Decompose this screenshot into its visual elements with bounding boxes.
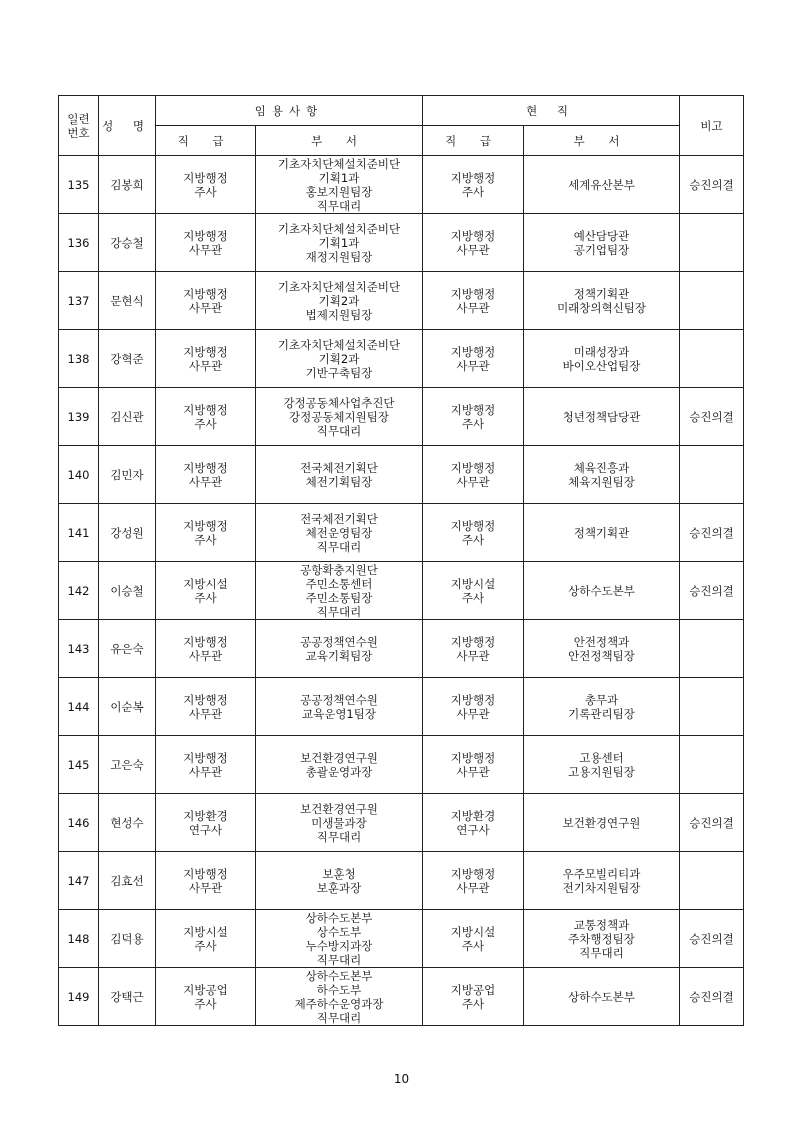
current-department-cell: 정책기획관 미래창의혁신팀장: [524, 272, 680, 330]
person-name-cell: 유은숙: [99, 620, 156, 678]
header-remarks: 비고: [680, 96, 744, 156]
appointed-grade-cell: 지방행정 사무관: [156, 214, 256, 272]
table-row: [59, 446, 744, 504]
current-grade-cell: 지방행정 사무관: [423, 736, 524, 794]
current-department-cell: 체육진흥과 체육지원팀장: [524, 446, 680, 504]
appointed-grade-cell: 지방행정 사무관: [156, 678, 256, 736]
table-row: [59, 388, 744, 446]
current-department-cell: 청년정책담당관: [524, 388, 680, 446]
appointed-department-cell: 보훈청 보훈과장: [256, 852, 423, 910]
current-grade-cell: 지방시설 주사: [423, 910, 524, 968]
serial-number-cell: 141: [59, 504, 99, 562]
current-grade-cell: 지방행정 사무관: [423, 446, 524, 504]
current-grade-cell: 지방행정 주사: [423, 156, 524, 214]
serial-number-cell: 144: [59, 678, 99, 736]
table-row: [59, 272, 744, 330]
table-row: [59, 620, 744, 678]
remark-cell: [680, 330, 744, 388]
current-department-cell: 상하수도본부: [524, 968, 680, 1026]
person-name-cell: 강혁준: [99, 330, 156, 388]
remark-cell: [680, 852, 744, 910]
person-name-cell: 이승철: [99, 562, 156, 620]
person-name-cell: 고은숙: [99, 736, 156, 794]
current-grade-cell: 지방행정 사무관: [423, 214, 524, 272]
appointed-grade-cell: 지방행정 사무관: [156, 330, 256, 388]
person-name-cell: 현성수: [99, 794, 156, 852]
remark-cell: [680, 214, 744, 272]
serial-number-cell: 138: [59, 330, 99, 388]
appointed-grade-cell: 지방행정 사무관: [156, 446, 256, 504]
serial-number-cell: 140: [59, 446, 99, 504]
serial-number-cell: 148: [59, 910, 99, 968]
serial-number-cell: 139: [59, 388, 99, 446]
table-body: [59, 156, 744, 1026]
remark-cell: [680, 620, 744, 678]
table-row: [59, 562, 744, 620]
current-department-cell: 고용센터 고용지원팀장: [524, 736, 680, 794]
current-grade-cell: 지방환경 연구사: [423, 794, 524, 852]
table-row: [59, 968, 744, 1026]
appointed-department-cell: 전국체전기획단 체전기획팀장: [256, 446, 423, 504]
header-name: 성 명: [99, 96, 156, 156]
remark-cell: 승진의결: [680, 562, 744, 620]
appointed-department-cell: 공공정책연수원 교육기획팀장: [256, 620, 423, 678]
page-number: 10: [393, 1072, 410, 1086]
person-name-cell: 김덕용: [99, 910, 156, 968]
table-row: [59, 678, 744, 736]
current-grade-cell: 지방시설 주사: [423, 562, 524, 620]
current-department-cell: 안전정책과 안전정책팀장: [524, 620, 680, 678]
current-department-cell: 미래성장과 바이오산업팀장: [524, 330, 680, 388]
current-grade-cell: 지방행정 사무관: [423, 678, 524, 736]
current-department-cell: 상하수도본부: [524, 562, 680, 620]
header-new-dept: 부 서: [256, 126, 423, 156]
header-appointment: 임용사항: [156, 96, 423, 126]
current-grade-cell: 지방행정 사무관: [423, 852, 524, 910]
current-grade-cell: 지방행정 주사: [423, 504, 524, 562]
appointed-grade-cell: 지방행정 사무관: [156, 852, 256, 910]
table-row: [59, 910, 744, 968]
appointed-department-cell: 기초자치단체설치준비단 기획1과 재정지원팀장: [256, 214, 423, 272]
current-grade-cell: 지방행정 사무관: [423, 330, 524, 388]
person-name-cell: 김신관: [99, 388, 156, 446]
personnel-table: [58, 95, 744, 1026]
remark-cell: 승진의결: [680, 156, 744, 214]
table-row: [59, 852, 744, 910]
person-name-cell: 김효선: [99, 852, 156, 910]
header-cur-grade: 직 급: [423, 126, 524, 156]
current-department-cell: 예산담당관 공기업팀장: [524, 214, 680, 272]
table-row: [59, 794, 744, 852]
remark-cell: [680, 446, 744, 504]
header-serial-label: 일련 번호: [67, 111, 90, 140]
current-grade-cell: 지방공업 주사: [423, 968, 524, 1026]
person-name-cell: 강승철: [99, 214, 156, 272]
appointed-department-cell: 공공정책연수원 교육운영1팀장: [256, 678, 423, 736]
serial-number-cell: 135: [59, 156, 99, 214]
serial-number-cell: 142: [59, 562, 99, 620]
remark-cell: 승진의결: [680, 504, 744, 562]
current-department-cell: 우주모빌리티과 전기차지원팀장: [524, 852, 680, 910]
remark-cell: 승진의결: [680, 794, 744, 852]
serial-number-cell: 147: [59, 852, 99, 910]
appointed-grade-cell: 지방행정 주사: [156, 504, 256, 562]
appointed-department-cell: 기초자치단체설치준비단 기획1과 홍보지원팀장 직무대리: [256, 156, 423, 214]
current-grade-cell: 지방행정 사무관: [423, 272, 524, 330]
header-new-grade: 직 급: [156, 126, 256, 156]
appointed-department-cell: 기초자치단체설치준비단 기획2과 기반구축팀장: [256, 330, 423, 388]
person-name-cell: 김봉희: [99, 156, 156, 214]
appointed-grade-cell: 지방행정 사무관: [156, 620, 256, 678]
header-serial: [59, 96, 99, 156]
appointed-department-cell: 강정공동체사업추진단 강정공동체지원팀장 직무대리: [256, 388, 423, 446]
serial-number-cell: 143: [59, 620, 99, 678]
current-department-cell: 정책기획관: [524, 504, 680, 562]
serial-number-cell: 149: [59, 968, 99, 1026]
table-row: [59, 504, 744, 562]
appointed-grade-cell: 지방공업 주사: [156, 968, 256, 1026]
appointed-grade-cell: 지방행정 주사: [156, 388, 256, 446]
person-name-cell: 문현식: [99, 272, 156, 330]
appointed-grade-cell: 지방시설 주사: [156, 910, 256, 968]
remark-cell: 승진의결: [680, 968, 744, 1026]
person-name-cell: 김민자: [99, 446, 156, 504]
appointed-grade-cell: 지방행정 주사: [156, 156, 256, 214]
remark-cell: 승진의결: [680, 388, 744, 446]
current-grade-cell: 지방행정 사무관: [423, 620, 524, 678]
header-current: 현 직: [423, 96, 680, 126]
serial-number-cell: 136: [59, 214, 99, 272]
header-cur-dept: 부 서: [524, 126, 680, 156]
table-row: [59, 214, 744, 272]
appointed-department-cell: 보건환경연구원 미생물과장 직무대리: [256, 794, 423, 852]
appointed-department-cell: 공항확충지원단 주민소통센터 주민소통팀장 직무대리: [256, 562, 423, 620]
person-name-cell: 강택근: [99, 968, 156, 1026]
remark-cell: [680, 678, 744, 736]
serial-number-cell: 145: [59, 736, 99, 794]
table-row: [59, 330, 744, 388]
appointed-grade-cell: 지방행정 사무관: [156, 272, 256, 330]
remark-cell: [680, 272, 744, 330]
serial-number-cell: 146: [59, 794, 99, 852]
person-name-cell: 이순복: [99, 678, 156, 736]
table-row: [59, 156, 744, 214]
appointed-grade-cell: 지방시설 주사: [156, 562, 256, 620]
person-name-cell: 강성원: [99, 504, 156, 562]
remark-cell: [680, 736, 744, 794]
serial-number-cell: 137: [59, 272, 99, 330]
remark-cell: 승진의결: [680, 910, 744, 968]
appointed-grade-cell: 지방환경 연구사: [156, 794, 256, 852]
appointed-department-cell: 기초자치단체설치준비단 기획2과 법제지원팀장: [256, 272, 423, 330]
appointed-department-cell: 보건환경연구원 총괄운영과장: [256, 736, 423, 794]
appointed-grade-cell: 지방행정 사무관: [156, 736, 256, 794]
current-department-cell: 세계유산본부: [524, 156, 680, 214]
current-department-cell: 보건환경연구원: [524, 794, 680, 852]
current-grade-cell: 지방행정 주사: [423, 388, 524, 446]
current-department-cell: 총무과 기록관리팀장: [524, 678, 680, 736]
current-department-cell: 교통정책과 주차행정팀장 직무대리: [524, 910, 680, 968]
appointed-department-cell: 전국체전기획단 체전운영팀장 직무대리: [256, 504, 423, 562]
appointed-department-cell: 상하수도본부 하수도부 제주하수운영과장 직무대리: [256, 968, 423, 1026]
table-row: [59, 736, 744, 794]
appointed-department-cell: 상하수도본부 상수도부 누수방지과장 직무대리: [256, 910, 423, 968]
